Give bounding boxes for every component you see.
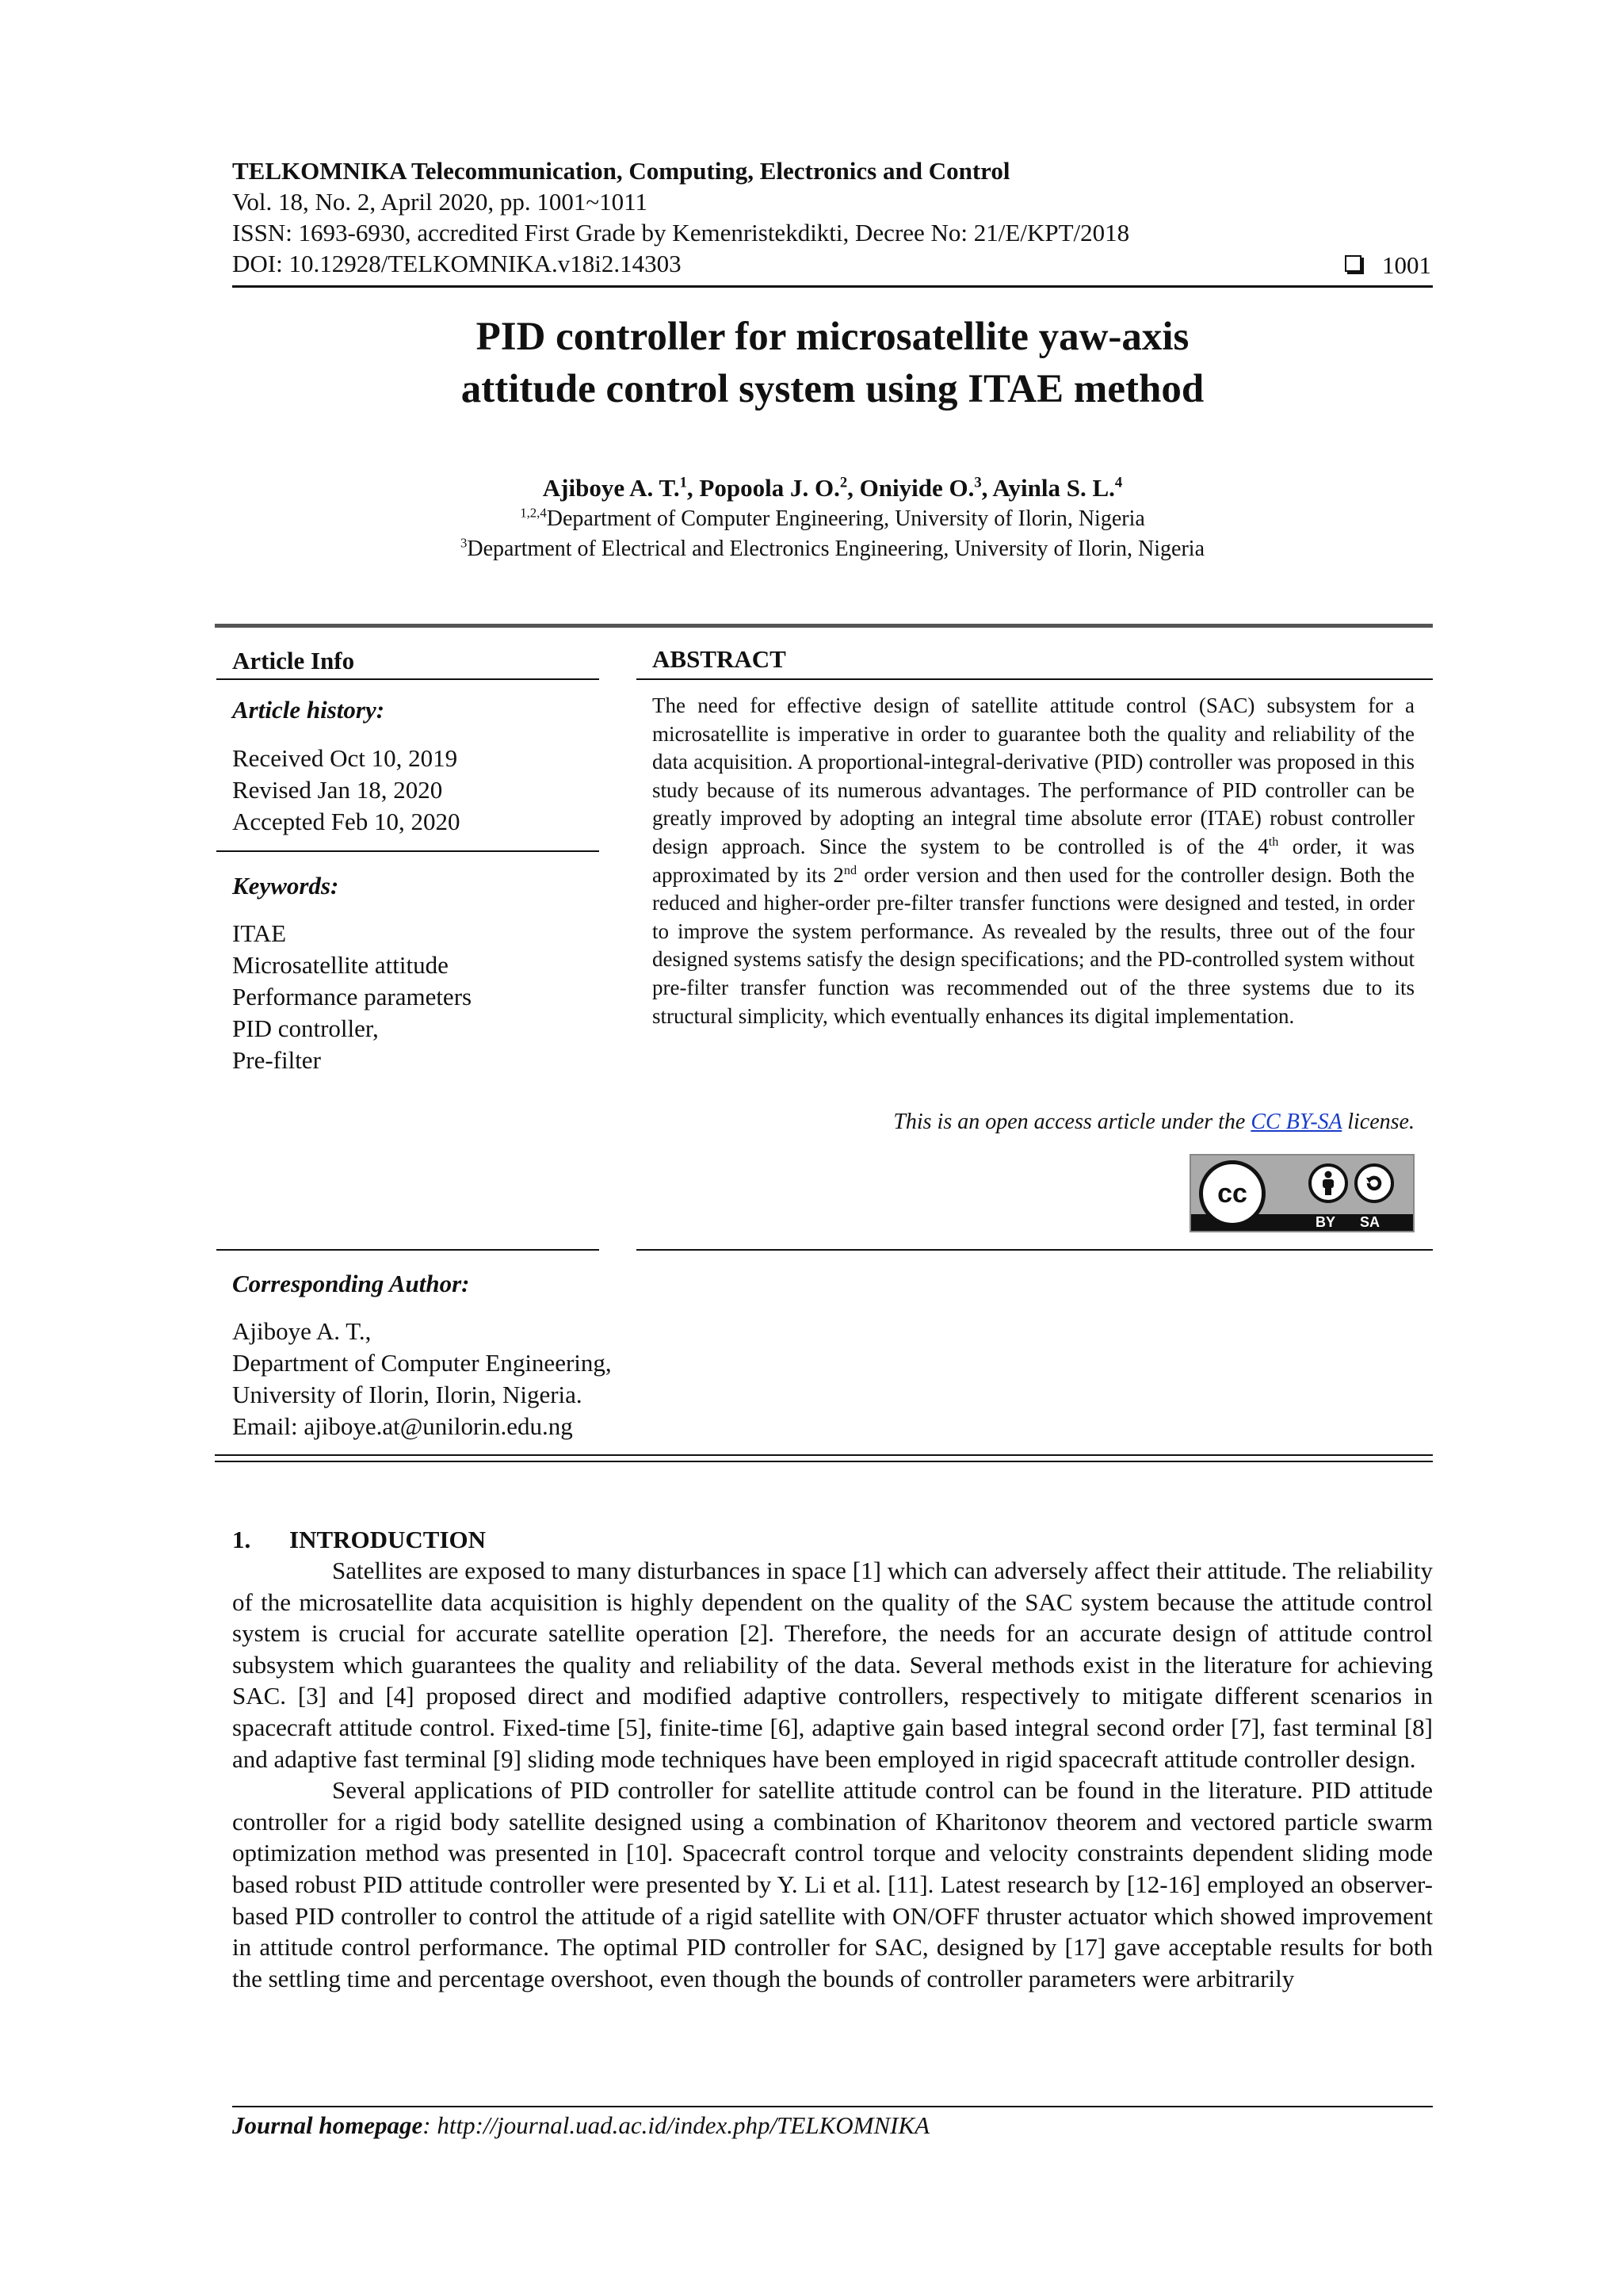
history-accepted: Accepted Feb 10, 2020 (232, 808, 460, 835)
abstract-part: The need for effective design of satellite attitude control (SAC) subsystem for a microsatellite is imperative in order to guarantee both the quality and reliability of the data acquisition. A proportional-integral-derivative (PID) controller was proposed in this study because of its numerous advantages. The performance of PID controller can be greatly improved by adopting an integral time absolute error (ITAE) robust controller design approach. Since the system to be controlled is of the 4 (652, 693, 1415, 858)
author-name: Ajiboye A. T. (542, 474, 680, 502)
corr-name: Ajiboye A. T., (232, 1317, 372, 1345)
abstract-part: order version and then used for the controller design. Both the reduced and higher-order pre-filter transfer functions were designed and tested, in order to improve the system performance. As revealed by the results, three out of the four designed systems satisfy the design specifications; and the PD-controlled system without pre-filter transfer function was recommended out of the three systems due to its structural simplicity, which eventually enhances its digital implementation. (652, 862, 1415, 1028)
license-prefix: This is an open access article under the (893, 1110, 1251, 1134)
corr-university: University of Ilorin, Ilorin, Nigeria. (232, 1381, 582, 1408)
footer-rule (232, 2106, 1433, 2107)
corr-department: Department of Computer Engineering, (232, 1349, 612, 1377)
attribution-person-icon (1308, 1163, 1348, 1203)
journal-homepage (232, 2111, 930, 2140)
journal-issn: ISSN: 1693-6930, accredited First Grade by Kemenristekdikti, Decree No: 21/E/KPT/2018 (232, 219, 1130, 246)
affiliation-sup: 1,2,4 (520, 505, 547, 521)
paragraph: Several applications of PID controller for satellite attitude control can be found in the literature. PID attitude controller for a rigid body satellite designed using a combination of Kharitonov theorem and vectored particle swarm optimization method was presented in [10]. Spacecraft control torque and velocity constraints dependent sliding mode based robust PID attitude controller were presented by Y. Li et al. [11]. Latest research by [12-16] employed an observer-based PID controller to control the attitude of a rigid satellite with ON/OFF thruster actuator which showed improvement in attitude control performance. The optimal PID controller for SAC, designed by [17] gave acceptable results for both the settling time and percentage overshoot, even though the bounds of controller parameters were arbitrarily (232, 1776, 1433, 1992)
page-number: 1001 (1382, 250, 1431, 279)
article-history-heading: Article history: (232, 696, 385, 724)
corr-email: Email: ajiboye.at@unilorin.edu.ng (232, 1412, 573, 1440)
author-name: Oniyide O. (859, 474, 975, 502)
affiliation-1 (232, 505, 1433, 533)
abstract-sup: th (1268, 834, 1279, 849)
header-rule (232, 285, 1433, 288)
share-alike-icon (1354, 1163, 1394, 1203)
info-right-rule (636, 678, 1433, 680)
info-left-rule (216, 678, 599, 680)
history-rule (216, 850, 599, 852)
abstract-part: order, it was approximated by its 2 (652, 834, 1415, 887)
title-line-1: PID controller for microsatellite yaw-axis (475, 315, 1190, 359)
abstract-text (652, 692, 1415, 1030)
info-bottom-rule (215, 1454, 1433, 1462)
license-link[interactable]: CC BY-SA (1251, 1110, 1342, 1134)
cc-by-sa-badge[interactable] (1190, 1154, 1415, 1232)
section-number: 1. (232, 1526, 251, 1553)
article-history (232, 743, 599, 838)
affiliation-text: Department of Computer Engineering, University of Ilorin, Nigeria (546, 506, 1145, 531)
open-access-note (652, 1110, 1415, 1135)
author-name: Ayinla S. L. (992, 474, 1115, 502)
section-heading-introduction (232, 1526, 486, 1554)
journal-header (232, 155, 1433, 281)
homepage-url[interactable]: : http://journal.uad.ac.id/index.php/TELKOMNIKA (422, 2111, 930, 2139)
corr-left-rule (216, 1249, 599, 1251)
homepage-label: Journal homepage (232, 2111, 423, 2139)
author-name: Popoola J. O. (699, 474, 840, 502)
share-alike-glyph (1361, 1171, 1387, 1196)
paragraph: Satellites are exposed to many disturbances in space [1] which can adversely affect their attitude. The reliability of the microsatellite data acquisition is highly dependent on the quality of the SAC system because the attitude control system is crucial for accurate satellite operation [2]. Therefore, the needs for an accurate design of attitude control subsystem which guarantees the quality and reliability of the data. Several methods exist in the literature for achieving SAC. [3] and [4] proposed direct and modified adaptive controllers, respectively to mitigate different scenarios in spacecraft attitude control. Fixed-time [5], finite-time [6], adaptive gain based integral second order [7], fast terminal [8] and adaptive fast terminal [9] sliding mode techniques have been employed in rigid spacecraft attitude controller design. (232, 1557, 1433, 1773)
badge-by-label: BY (1316, 1214, 1336, 1230)
corresponding-author-details (232, 1316, 787, 1442)
title-line-2: attitude control system using ITAE method (460, 367, 1205, 411)
abstract-sup: nd (843, 862, 857, 877)
keyword: PID controller, (232, 1014, 379, 1042)
article-info-heading: Article Info (232, 647, 355, 674)
journal-doi: DOI: 10.12928/TELKOMNIKA.v18i2.14303 (232, 250, 682, 277)
square-bullet-icon (1345, 255, 1361, 272)
abstract-heading: ABSTRACT (652, 645, 786, 673)
paper-page (232, 0, 1433, 2296)
paper-title (232, 311, 1433, 415)
badge-sa-label: SA (1360, 1214, 1381, 1230)
author-list: Ajiboye A. T.$^1$, Popoola J. O.$^2$, Oniyide O.$^3$, Ayinla S. L.$^4$ (542, 474, 1123, 502)
history-revised: Revised Jan 18, 2020 (232, 776, 443, 804)
page-number-group (1345, 250, 1433, 281)
keyword: Performance parameters (232, 983, 472, 1010)
author-sup: 3 (974, 474, 982, 491)
affiliation-sup: 3 (460, 535, 468, 551)
corresponding-author-heading: Corresponding Author: (232, 1270, 470, 1297)
author-sup: 4 (1114, 474, 1123, 491)
affiliation-2 (232, 535, 1433, 563)
affiliation-text: Department of Electrical and Electronics Engineering, University of Ilorin, Nigeria (467, 537, 1205, 561)
section-title: INTRODUCTION (289, 1526, 487, 1553)
keywords-list (232, 918, 599, 1076)
keywords-heading: Keywords: (232, 872, 339, 900)
cc-logo-icon: cc (1199, 1160, 1266, 1227)
info-top-rule (215, 624, 1433, 628)
introduction-body (232, 1555, 1433, 1994)
license-suffix: license. (1342, 1110, 1415, 1134)
journal-name: TELKOMNIKA Telecommunication, Computing, Electronics and Control (232, 157, 1010, 185)
author-sup: 2 (839, 474, 848, 491)
history-received: Received Oct 10, 2019 (232, 744, 458, 772)
author-sup: 1 (679, 474, 687, 491)
corr-right-rule (636, 1249, 1433, 1251)
person-glyph (1316, 1170, 1340, 1197)
keyword: Pre-filter (232, 1046, 321, 1074)
journal-volume: Vol. 18, No. 2, April 2020, pp. 1001~1011 (232, 188, 647, 216)
keyword: Microsatellite attitude (232, 951, 449, 979)
keyword: ITAE (232, 919, 287, 947)
